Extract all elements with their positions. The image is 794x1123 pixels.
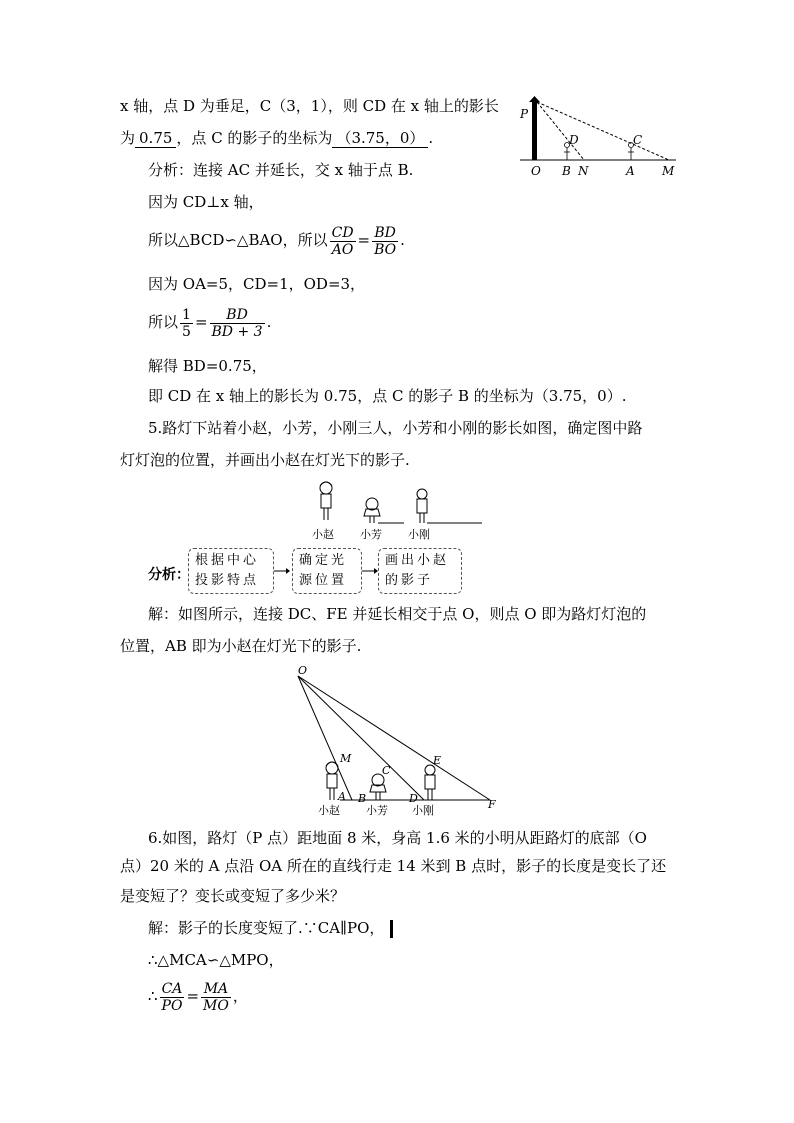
analysis-text: 分析：连接 AC 并延长，交 x 轴于点 B. [148,161,414,179]
fraction-1-5 [180,307,193,340]
fraction-cd-ao [330,225,356,258]
label-b: B [358,792,367,805]
label-n: N [578,164,589,178]
name-gang: 小刚 [408,528,430,540]
flow-box-1-line2: 投影特点 [195,573,260,588]
p1-line2 [120,128,433,148]
solution-6-line1-text: 解：影子的长度变短了.∵CA∥PO， [148,919,385,937]
girl-fang-icon [364,498,380,523]
label-d: D [409,792,418,805]
label-a: A [338,790,346,803]
ratio-end: ， [232,987,248,1005]
p1-line2-pre: 为 [120,129,136,147]
p1-line2-end: . [428,129,434,147]
frac-num: CA [160,981,185,998]
ray-o-d [298,676,424,800]
arrow-right-icon [274,566,290,576]
frac-den: BD + 3 [211,323,263,340]
label-m: M [340,752,352,765]
name-fang: 小芳 [360,528,382,540]
frac-num: BD [372,225,398,242]
flow-label: 分析： [148,567,190,583]
label-c: C [633,133,643,147]
frac-num: CD [331,224,354,241]
solution-5-line1: 解：如图所示，连接 DC、FE 并延长相交于点 O，则点 O 即为路灯灯泡的 [148,605,647,623]
flow-box-3-line1: 画出小赵 [385,553,450,568]
fraction-bd-bd3 [210,307,265,340]
girl-zhao-icon [326,762,338,800]
given-text: 因为 OA=5，CD=1，OD=3， [148,275,366,293]
solve-text: 解得 BD=0.75， [148,357,267,375]
question-5-line2: 灯灯泡的位置，并画出小赵在灯光下的影子. [120,451,410,469]
fraction-bd-bo [372,225,398,258]
question-5-line1: 5.路灯下站着小赵，小芳，小刚三人，小芳和小刚的影长如图，确定图中路 [148,419,643,437]
label-d: D [569,133,579,147]
light-source-figure [290,664,502,820]
frac-den: 5 [182,323,191,340]
label-f: F [488,798,496,811]
answer-blank-2: （3.75，0） [332,129,428,148]
frac-den: MO [203,997,229,1014]
frac-num: MA [201,981,231,998]
label-m: M [662,164,675,178]
p1-line1: x 轴，点 D 为垂足，C（3，1），则 CD 在 x 轴上的影长 [120,97,499,115]
question-6-line2: 点）20 米的 A 点沿 OA 所在的直线行走 14 米到 B 点时，影子的长度是变长了还 [120,857,667,875]
question-6-line3: 是变短了？变长或变短了多少米？ [120,887,346,905]
lamp-head [529,96,540,102]
therefore-symbol: ∴ [148,987,158,1005]
equation-line: 所以 $\frac{1}{5}$ = $\frac{BD}{BD + 3}$ . [148,306,272,340]
streetlight-axis-figure [516,92,682,178]
ray-o-a [298,676,352,800]
flow-box-2-line2: 源位置 [299,573,348,588]
flow-box-2 [292,548,362,594]
p1-line2-mid: ，点 C 的影子的坐标为 [176,129,333,147]
name-fang: 小芳 [366,804,388,817]
boy-gang-icon [425,765,435,800]
boy-gang-icon [417,489,427,523]
question-6-line1: 6.如图，路灯（P 点）距地面 8 米，身高 1.6 米的小明从距路灯的底部（O [148,829,647,847]
solution-5-line2: 位置，AB 即为小赵在灯光下的影子. [120,637,362,655]
flow-box-1-line1: 根据中心 [195,553,260,568]
label-p: P [520,107,529,121]
solution-6-ratio: ∴ $\frac{CA}{PO}$ = $\frac{MA}{MO}$ ， [148,980,248,1014]
flow-box-3-line2: 的影子 [385,573,434,588]
name-zhao: 小赵 [318,804,340,817]
frac-den: BO [374,241,397,258]
flow-box-3 [378,548,462,594]
name-zhao: 小赵 [312,528,334,540]
light-ray-long [537,102,669,160]
similarity-pre: 所以△BCD∽△BAO，所以 [148,231,328,249]
perp-text: 因为 CD⊥x 轴， [148,193,264,211]
three-people-figure [306,476,488,540]
light-ray-short [537,102,584,160]
girl-fang-icon [370,774,386,800]
answer-blank-1: 0.75 [135,129,176,148]
flow-box-2-line1: 确定光 [299,553,348,568]
label-c: C [382,764,391,777]
solution-6-line1 [148,918,393,938]
frac-den: AO [331,241,354,258]
lamp-pole [532,102,537,160]
text-cursor [390,920,393,938]
flow-box-1 [188,548,274,594]
label-b: B [562,164,571,178]
frac-den: PO [161,997,183,1014]
label-e: E [433,754,442,767]
label-o: O [531,164,541,178]
fraction-ca-po [160,981,185,1014]
fraction-ma-mo [201,981,231,1014]
equation-pre: 所以 [148,313,179,331]
girl-zhao-icon [320,482,332,520]
label-a: A [626,164,635,178]
label-o: O [298,664,308,677]
arrow-right-icon [362,566,378,576]
frac-num: BD [210,307,265,324]
frac-num: 1 [182,306,191,323]
similarity-line: 所以△BCD∽△BAO，所以 $\frac{CD}{AO}$ = $\frac{BD}{BO}$ . [148,224,405,258]
solution-6-line2: ∴△MCA∽△MPO， [148,951,284,969]
name-gang: 小刚 [412,804,434,817]
conclusion-text: 即 CD 在 x 轴上的影长为 0.75，点 C 的影子 B 的坐标为（3.75，0）. [148,387,627,405]
